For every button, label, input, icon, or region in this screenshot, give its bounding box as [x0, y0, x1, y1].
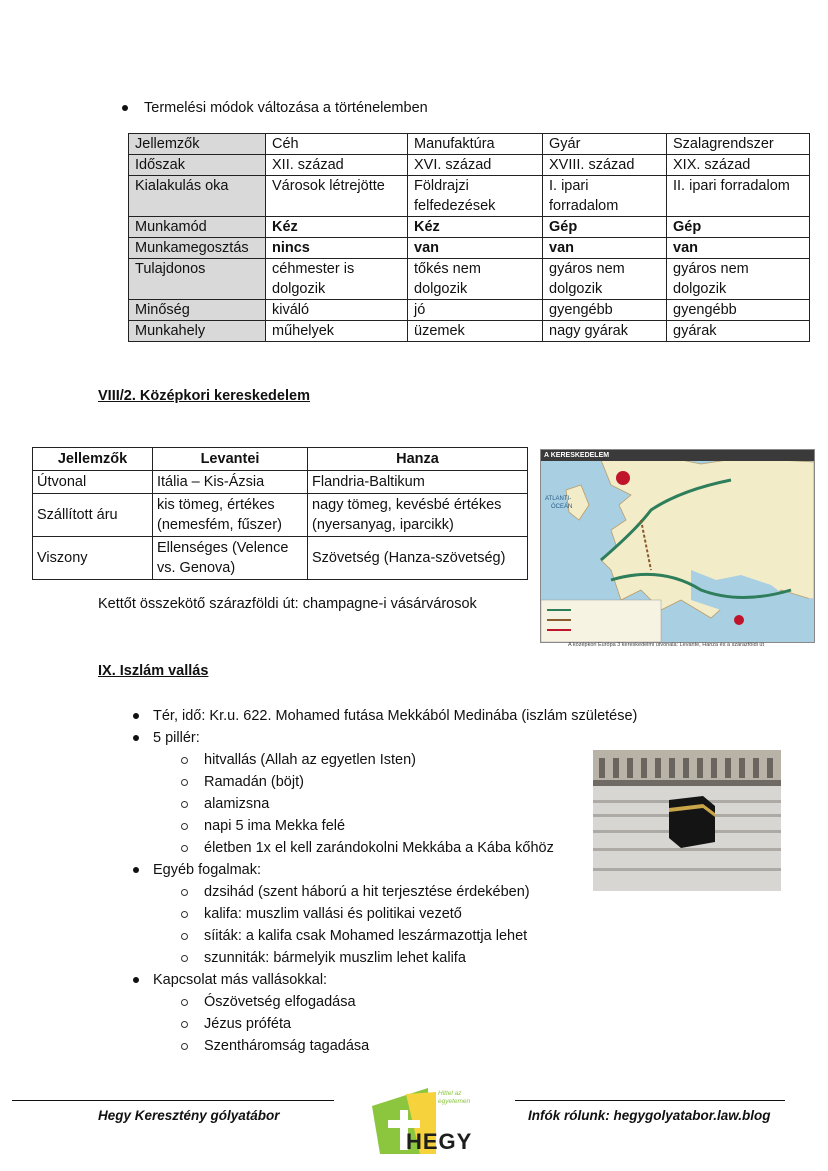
production-table — [128, 133, 810, 342]
table-row — [129, 176, 810, 217]
table-row — [33, 471, 528, 494]
sub-list-item-text: szunniták: bármelyik muszlim lehet kalifa — [204, 950, 466, 966]
table-cell: kis tömeg, értékes (nemesfém, fűszer) — [153, 494, 308, 537]
sub-list-item — [133, 991, 693, 1013]
table-cell: Kéz — [408, 217, 543, 238]
sub-list-item-text: alamizsna — [204, 796, 270, 812]
circle-bullet-icon — [181, 889, 188, 896]
list-item-text: Egyéb fogalmak: — [153, 862, 262, 878]
bullet-icon — [133, 867, 139, 873]
row-label: Minőség — [129, 300, 266, 321]
sub-list-item-text: életben 1x el kell zarándokolni Mekkába a Kába kőhöz — [204, 840, 554, 856]
table-cell: gyengébb — [667, 300, 810, 321]
circle-bullet-icon — [181, 911, 188, 918]
map-caption: A középkori Európa 3 kereskedelmi útvonala: Levante, Hanza és a szárazföldi út — [568, 642, 764, 648]
table-cell: nagy gyárak — [543, 321, 667, 342]
sub-list-item-text: dzsihád (szent háború a hit terjesztése érdekében) — [204, 884, 530, 900]
circle-bullet-icon — [181, 801, 188, 808]
circle-bullet-icon — [181, 999, 188, 1006]
circle-bullet-icon — [181, 1021, 188, 1028]
sub-list-item-text: kalifa: muszlim vallási és politikai vezető — [204, 906, 462, 922]
sub-list-item — [133, 947, 693, 969]
table-cell: XII. század — [266, 155, 408, 176]
row-label: Munkamegosztás — [129, 238, 266, 259]
trade-table — [32, 447, 528, 580]
sub-list-item-text: Jézus próféta — [204, 1016, 292, 1032]
sub-list-item — [133, 1035, 693, 1057]
table-cell: Városok létrejötte — [266, 176, 408, 217]
land-route-text: Kettőt összekötő szárazföldi út: champagne-i vásárvárosok — [98, 596, 477, 612]
table-header-cell: Hanza — [308, 448, 528, 471]
table-row — [129, 217, 810, 238]
footer-right-text: Infók rólunk: hegygolyatabor.law.blog — [528, 1108, 771, 1123]
table-cell: tőkés nem dolgozik — [408, 259, 543, 300]
table-cell: gyáros nem dolgozik — [543, 259, 667, 300]
list-item — [133, 705, 693, 727]
table-cell: céhmester is dolgozik — [266, 259, 408, 300]
sub-list-item — [133, 903, 693, 925]
table-cell: Kéz — [266, 217, 408, 238]
table-row — [129, 155, 810, 176]
sub-list-item-text: síiták: a kalifa csak Mohamed leszármazottja lehet — [204, 928, 528, 944]
row-label: Munkahely — [129, 321, 266, 342]
hegy-logo — [366, 1086, 482, 1156]
table-cell: van — [667, 238, 810, 259]
sub-list-item-text: napi 5 ima Mekka felé — [204, 818, 346, 834]
table-row — [33, 494, 528, 537]
trade-table-wrap — [32, 447, 528, 580]
table-header-row — [129, 134, 810, 155]
table-cell: XIX. század — [667, 155, 810, 176]
list-item — [133, 727, 693, 749]
table-header-cell: Levantei — [153, 448, 308, 471]
trade-heading: VIII/2. Középkori kereskedelem — [98, 388, 310, 404]
circle-bullet-icon — [181, 933, 188, 940]
table-cell: műhelyek — [266, 321, 408, 342]
row-label: Útvonal — [33, 471, 153, 494]
table-cell: Gép — [543, 217, 667, 238]
table-cell: Szövetség (Hanza-szövetség) — [308, 537, 528, 580]
sub-list-item — [133, 1013, 693, 1035]
list-item — [133, 969, 693, 991]
map-title: A KERESKEDELEM — [544, 452, 610, 459]
logo-tagline: Hittel az egyetemen — [438, 1090, 471, 1105]
table-cell: kiváló — [266, 300, 408, 321]
table-cell: Szalagrendszer — [667, 134, 810, 155]
table-cell: XVIII. század — [543, 155, 667, 176]
list-item-text: Kapcsolat más vallásokkal: — [153, 972, 328, 988]
production-intro: Termelési módok változása a történelemben — [144, 100, 428, 116]
circle-bullet-icon — [181, 1043, 188, 1050]
sub-list-item-text: hitvallás (Allah az egyetlen Isten) — [204, 752, 416, 768]
table-row — [129, 238, 810, 259]
table-cell: van — [543, 238, 667, 259]
table-cell: Ellenséges (Velence vs. Genova) — [153, 537, 308, 580]
islam-heading: IX. Iszlám vallás — [98, 663, 209, 679]
circle-bullet-icon — [181, 823, 188, 830]
footer-left-text: Hegy Keresztény gólyatábor — [98, 1108, 280, 1123]
bullet-icon — [133, 977, 139, 983]
mecca-kaaba-photo — [593, 750, 781, 891]
table-header-row — [33, 448, 528, 471]
row-label: Szállított áru — [33, 494, 153, 537]
bullet-icon — [122, 105, 128, 111]
table-cell: Itália – Kis-Ázsia — [153, 471, 308, 494]
table-cell: van — [408, 238, 543, 259]
table-row — [33, 537, 528, 580]
table-row — [129, 321, 810, 342]
map-sea-label-2: ÓCEÁN — [551, 504, 573, 510]
table-cell: gyárak — [667, 321, 810, 342]
table-cell: I. ipari forradalom — [543, 176, 667, 217]
table-header-cell: Jellemzők — [33, 448, 153, 471]
sub-list-item-text: Szentháromság tagadása — [204, 1038, 370, 1054]
list-item-text: Tér, idő: Kr.u. 622. Mohamed futása Mekkából Medinába (iszlám születése) — [153, 708, 638, 724]
footer-right-rule — [515, 1100, 785, 1101]
table-cell: Flandria-Baltikum — [308, 471, 528, 494]
table-cell: XVI. század — [408, 155, 543, 176]
table-row — [129, 259, 810, 300]
table-cell: Jellemzők — [129, 134, 266, 155]
map-sea-label-1: ATLANTI- — [545, 496, 572, 502]
table-cell: Földrajzi felfedezések — [408, 176, 543, 217]
table-cell: Céh — [266, 134, 408, 155]
row-label: Időszak — [129, 155, 266, 176]
europe-trade-map-image — [541, 450, 814, 642]
circle-bullet-icon — [181, 757, 188, 764]
bullet-icon — [133, 735, 139, 741]
table-cell: nagy tömeg, kevésbé értékes (nyersanyag, iparcikk) — [308, 494, 528, 537]
bullet-icon — [133, 713, 139, 719]
table-cell: Manufaktúra — [408, 134, 543, 155]
table-cell: Gép — [667, 217, 810, 238]
trade-map — [540, 449, 815, 643]
table-cell: üzemek — [408, 321, 543, 342]
production-table-wrap — [128, 133, 810, 342]
row-label: Kialakulás oka — [129, 176, 266, 217]
table-cell: Gyár — [543, 134, 667, 155]
circle-bullet-icon — [181, 955, 188, 962]
list-item-text: 5 pillér: — [153, 730, 200, 746]
sub-list-item — [133, 925, 693, 947]
production-intro-item — [122, 100, 428, 116]
table-cell: gyáros nem dolgozik — [667, 259, 810, 300]
footer-left-rule — [12, 1100, 334, 1101]
row-label: Viszony — [33, 537, 153, 580]
table-cell: jó — [408, 300, 543, 321]
kaaba-image — [593, 750, 781, 891]
table-cell: gyengébb — [543, 300, 667, 321]
row-label: Tulajdonos — [129, 259, 266, 300]
table-cell: nincs — [266, 238, 408, 259]
logo-wordmark: HEGY — [406, 1129, 473, 1154]
row-label: Munkamód — [129, 217, 266, 238]
table-cell: II. ipari forradalom — [667, 176, 810, 217]
table-row — [129, 300, 810, 321]
sub-list-item-text: Ószövetség elfogadása — [204, 994, 356, 1010]
circle-bullet-icon — [181, 845, 188, 852]
sub-list-item-text: Ramadán (böjt) — [204, 774, 304, 790]
circle-bullet-icon — [181, 779, 188, 786]
